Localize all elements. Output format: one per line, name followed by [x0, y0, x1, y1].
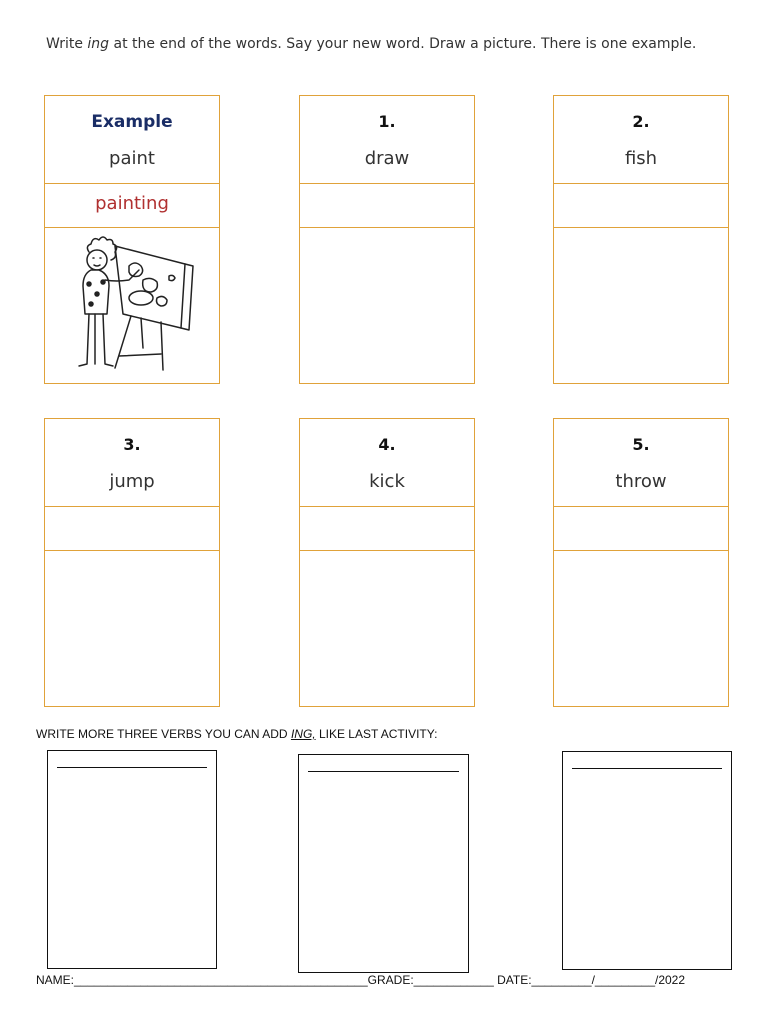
card-number: Example: [91, 112, 173, 132]
more-part: LIKE LAST ACTIVITY:: [315, 727, 438, 741]
verb-box-3[interactable]: [562, 751, 732, 970]
verb-write-line[interactable]: [308, 771, 459, 772]
card-picture-area[interactable]: [554, 551, 728, 706]
verb-write-line[interactable]: [57, 767, 207, 768]
card-picture-area[interactable]: [300, 228, 474, 383]
card-number: 4.: [378, 435, 396, 454]
card-number: 1.: [378, 112, 396, 131]
exercise-card-3: [44, 418, 220, 707]
card-picture-area: [45, 228, 219, 383]
verb-box-1[interactable]: [47, 750, 217, 969]
card-answer-field[interactable]: [300, 507, 474, 551]
card-answer-field[interactable]: [554, 507, 728, 551]
student-info-line[interactable]: NAME:____________________________________________GRADE:____________ DATE:_________/_________/2022: [36, 973, 686, 987]
card-header: [300, 96, 474, 184]
card-picture-area[interactable]: [300, 551, 474, 706]
exercise-card-1: [299, 95, 475, 384]
painter-illustration: [45, 228, 221, 383]
card-number: 2.: [632, 112, 650, 131]
card-answer-field: painting: [45, 184, 219, 228]
card-header: [45, 96, 219, 184]
card-picture-area[interactable]: [45, 551, 219, 706]
card-word: fish: [624, 148, 658, 169]
card-header: [45, 419, 219, 507]
exercise-card-4: [299, 418, 475, 707]
card-answer-field[interactable]: [300, 184, 474, 228]
card-answer-field[interactable]: [45, 507, 219, 551]
card-word: jump: [109, 471, 155, 492]
card-header: [300, 419, 474, 507]
exercise-card-2: [553, 95, 729, 384]
card-word: draw: [364, 148, 410, 169]
card-header: [554, 96, 728, 184]
example-card: [44, 95, 220, 384]
card-picture-area[interactable]: [554, 228, 728, 383]
verb-write-line[interactable]: [572, 768, 722, 769]
card-word: paint: [109, 148, 155, 169]
more-part: WRITE MORE THREE VERBS YOU CAN ADD: [36, 727, 291, 741]
instruction-part: at the end of the words. Say your new word. Draw a picture. There is one example.: [109, 36, 697, 52]
card-number: 5.: [632, 435, 650, 454]
card-word: kick: [369, 471, 405, 492]
card-word: throw: [615, 471, 667, 492]
card-number: 3.: [123, 435, 141, 454]
card-header: [554, 419, 728, 507]
exercise-card-5: [553, 418, 729, 707]
more-emphasis: ING,: [290, 727, 316, 741]
instruction-emphasis: ing: [87, 36, 110, 52]
instruction-text: [46, 36, 696, 52]
instruction-part: Write: [46, 36, 88, 52]
more-verbs-instruction: [36, 727, 437, 741]
card-answer-field[interactable]: [554, 184, 728, 228]
verb-box-2[interactable]: [298, 754, 469, 973]
